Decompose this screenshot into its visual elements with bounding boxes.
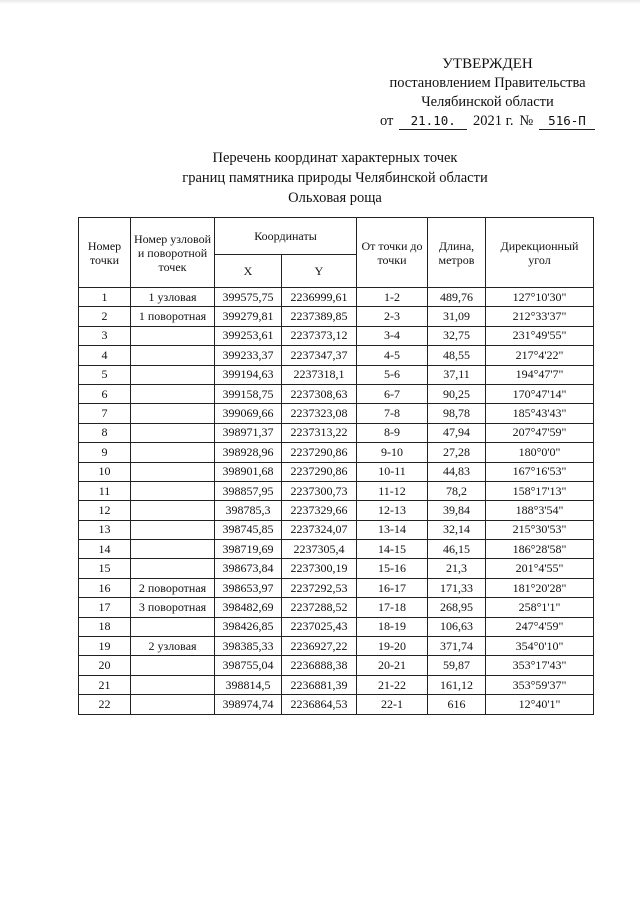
table-row xyxy=(79,695,594,714)
cell-x: 398653,97 xyxy=(215,578,282,597)
cell-node-type xyxy=(131,501,215,520)
cell-point-number: 21 xyxy=(79,675,131,694)
table-row xyxy=(79,365,594,384)
cell-y: 2237308,63 xyxy=(282,384,357,403)
cell-y: 2237324,07 xyxy=(282,520,357,539)
cell-length: 27,28 xyxy=(428,443,486,462)
cell-direction: 185°43'43" xyxy=(486,404,594,423)
cell-y: 2236888,38 xyxy=(282,656,357,675)
cell-length: 371,74 xyxy=(428,637,486,656)
cell-point-number: 10 xyxy=(79,462,131,481)
header-from-to: От точки до точки xyxy=(357,218,428,288)
header-x: X xyxy=(215,255,282,288)
title-line-3: Ольховая роща xyxy=(288,190,382,206)
cell-segment: 12-13 xyxy=(357,501,428,520)
cell-segment: 19-20 xyxy=(357,637,428,656)
cell-node-type xyxy=(131,384,215,403)
cell-y: 2237318,1 xyxy=(282,365,357,384)
cell-y: 2237290,86 xyxy=(282,462,357,481)
table-row xyxy=(79,384,594,403)
cell-segment: 5-6 xyxy=(357,365,428,384)
cell-y: 2236999,61 xyxy=(282,288,357,307)
title-line-1: Перечень координат характерных точек xyxy=(212,150,458,166)
table-row xyxy=(79,462,594,481)
cell-y: 2237288,52 xyxy=(282,598,357,617)
table-row xyxy=(79,540,594,559)
cell-direction: 194°47'7" xyxy=(486,365,594,384)
cell-node-type xyxy=(131,365,215,384)
cell-segment: 14-15 xyxy=(357,540,428,559)
table-row xyxy=(79,559,594,578)
cell-direction: 354°0'10" xyxy=(486,637,594,656)
table-row xyxy=(79,501,594,520)
cell-length: 39,84 xyxy=(428,501,486,520)
cell-node-type xyxy=(131,695,215,714)
cell-y: 2237347,37 xyxy=(282,346,357,365)
cell-point-number: 1 xyxy=(79,288,131,307)
cell-point-number: 3 xyxy=(79,326,131,345)
cell-segment: 11-12 xyxy=(357,481,428,500)
table-row xyxy=(79,598,594,617)
cell-length: 48,55 xyxy=(428,346,486,365)
cell-point-number: 20 xyxy=(79,656,131,675)
cell-node-type: 2 узловая xyxy=(131,637,215,656)
table-row xyxy=(79,520,594,539)
cell-direction: 127°10'30" xyxy=(486,288,594,307)
table-row xyxy=(79,578,594,597)
cell-x: 398385,33 xyxy=(215,637,282,656)
cell-node-type xyxy=(131,443,215,462)
cell-x: 399253,61 xyxy=(215,326,282,345)
cell-y: 2237025,43 xyxy=(282,617,357,636)
document-title xyxy=(100,148,570,208)
cell-point-number: 12 xyxy=(79,501,131,520)
cell-segment: 18-19 xyxy=(357,617,428,636)
cell-length: 78,2 xyxy=(428,481,486,500)
cell-length: 44,83 xyxy=(428,462,486,481)
cell-y: 2237313,22 xyxy=(282,423,357,442)
date-prefix: от xyxy=(380,113,394,129)
header-length: Длина, метров xyxy=(428,218,486,288)
cell-point-number: 13 xyxy=(79,520,131,539)
cell-y: 2236927,22 xyxy=(282,637,357,656)
table-row xyxy=(79,346,594,365)
cell-segment: 8-9 xyxy=(357,423,428,442)
year-text: 2021 г. xyxy=(473,113,514,129)
header-coordinates: Координаты xyxy=(215,218,357,255)
cell-length: 32,75 xyxy=(428,326,486,345)
cell-y: 2236881,39 xyxy=(282,675,357,694)
cell-point-number: 8 xyxy=(79,423,131,442)
cell-direction: 12°40'1" xyxy=(486,695,594,714)
cell-node-type xyxy=(131,404,215,423)
cell-x: 398901,68 xyxy=(215,462,282,481)
cell-x: 398755,04 xyxy=(215,656,282,675)
cell-y: 2237305,4 xyxy=(282,540,357,559)
cell-y: 2237389,85 xyxy=(282,307,357,326)
approval-line-1: постановлением Правительства xyxy=(389,75,586,91)
cell-x: 399233,37 xyxy=(215,346,282,365)
title-line-2: границ памятника природы Челябинской области xyxy=(182,170,488,186)
cell-y: 2237373,12 xyxy=(282,326,357,345)
cell-point-number: 18 xyxy=(79,617,131,636)
cell-segment: 21-22 xyxy=(357,675,428,694)
number-field: 516-П xyxy=(539,113,595,130)
table-row xyxy=(79,675,594,694)
header-node-number: Номер узловой и поворотной точек xyxy=(131,218,215,288)
cell-segment: 17-18 xyxy=(357,598,428,617)
cell-direction: 217°4'22" xyxy=(486,346,594,365)
cell-x: 398971,37 xyxy=(215,423,282,442)
cell-point-number: 15 xyxy=(79,559,131,578)
cell-direction: 231°49'55" xyxy=(486,326,594,345)
cell-y: 2237290,86 xyxy=(282,443,357,462)
cell-point-number: 7 xyxy=(79,404,131,423)
cell-segment: 2-3 xyxy=(357,307,428,326)
cell-point-number: 4 xyxy=(79,346,131,365)
cell-length: 98,78 xyxy=(428,404,486,423)
cell-x: 399194,63 xyxy=(215,365,282,384)
cell-node-type xyxy=(131,423,215,442)
cell-direction: 188°3'54" xyxy=(486,501,594,520)
cell-x: 398719,69 xyxy=(215,540,282,559)
cell-length: 32,14 xyxy=(428,520,486,539)
table-row xyxy=(79,288,594,307)
table-header xyxy=(79,218,594,288)
cell-node-type xyxy=(131,617,215,636)
scan-edge xyxy=(0,0,640,4)
approval-line-2: Челябинской области xyxy=(421,94,554,110)
cell-segment: 22-1 xyxy=(357,695,428,714)
table-row xyxy=(79,423,594,442)
cell-node-type xyxy=(131,326,215,345)
cell-segment: 10-11 xyxy=(357,462,428,481)
cell-x: 398482,69 xyxy=(215,598,282,617)
cell-direction: 215°30'53" xyxy=(486,520,594,539)
cell-y: 2237323,08 xyxy=(282,404,357,423)
cell-length: 37,11 xyxy=(428,365,486,384)
number-prefix: № xyxy=(519,113,534,129)
cell-direction: 201°4'55" xyxy=(486,559,594,578)
cell-x: 398974,74 xyxy=(215,695,282,714)
cell-segment: 9-10 xyxy=(357,443,428,462)
cell-y: 2237329,66 xyxy=(282,501,357,520)
approval-date-row xyxy=(380,112,595,131)
cell-point-number: 11 xyxy=(79,481,131,500)
cell-direction: 353°17'43" xyxy=(486,656,594,675)
cell-direction: 170°47'14" xyxy=(486,384,594,403)
cell-point-number: 6 xyxy=(79,384,131,403)
cell-segment: 6-7 xyxy=(357,384,428,403)
cell-x: 398745,85 xyxy=(215,520,282,539)
header-y: Y xyxy=(282,255,357,288)
cell-direction: 258°1'1" xyxy=(486,598,594,617)
cell-segment: 7-8 xyxy=(357,404,428,423)
cell-node-type xyxy=(131,462,215,481)
cell-segment: 15-16 xyxy=(357,559,428,578)
cell-x: 398426,85 xyxy=(215,617,282,636)
table-row xyxy=(79,481,594,500)
header-point-number: Номер точки xyxy=(79,218,131,288)
cell-node-type: 1 поворотная xyxy=(131,307,215,326)
cell-y: 2236864,53 xyxy=(282,695,357,714)
cell-direction: 167°16'53" xyxy=(486,462,594,481)
cell-direction: 247°4'59" xyxy=(486,617,594,636)
table-row xyxy=(79,404,594,423)
cell-direction: 212°33'37" xyxy=(486,307,594,326)
cell-node-type xyxy=(131,540,215,559)
cell-node-type xyxy=(131,656,215,675)
approval-stamp xyxy=(380,55,595,131)
table-row xyxy=(79,326,594,345)
cell-length: 46,15 xyxy=(428,540,486,559)
cell-node-type xyxy=(131,675,215,694)
cell-segment: 4-5 xyxy=(357,346,428,365)
cell-x: 398814,5 xyxy=(215,675,282,694)
cell-node-type xyxy=(131,559,215,578)
cell-y: 2237292,53 xyxy=(282,578,357,597)
cell-length: 47,94 xyxy=(428,423,486,442)
cell-direction: 207°47'59" xyxy=(486,423,594,442)
cell-length: 59,87 xyxy=(428,656,486,675)
date-field: 21.10. xyxy=(399,113,467,130)
cell-length: 31,09 xyxy=(428,307,486,326)
cell-point-number: 17 xyxy=(79,598,131,617)
cell-point-number: 22 xyxy=(79,695,131,714)
cell-length: 171,33 xyxy=(428,578,486,597)
cell-direction: 353°59'37" xyxy=(486,675,594,694)
header-direction: Дирекционный угол xyxy=(486,218,594,288)
cell-node-type xyxy=(131,481,215,500)
cell-segment: 13-14 xyxy=(357,520,428,539)
cell-x: 399069,66 xyxy=(215,404,282,423)
cell-node-type: 3 поворотная xyxy=(131,598,215,617)
cell-segment: 1-2 xyxy=(357,288,428,307)
table-row xyxy=(79,637,594,656)
cell-y: 2237300,19 xyxy=(282,559,357,578)
cell-x: 399575,75 xyxy=(215,288,282,307)
cell-segment: 3-4 xyxy=(357,326,428,345)
cell-length: 616 xyxy=(428,695,486,714)
cell-direction: 158°17'13" xyxy=(486,481,594,500)
table-row xyxy=(79,307,594,326)
cell-point-number: 19 xyxy=(79,637,131,656)
cell-point-number: 5 xyxy=(79,365,131,384)
cell-direction: 181°20'28" xyxy=(486,578,594,597)
cell-length: 90,25 xyxy=(428,384,486,403)
cell-segment: 16-17 xyxy=(357,578,428,597)
cell-point-number: 2 xyxy=(79,307,131,326)
cell-point-number: 9 xyxy=(79,443,131,462)
approval-title: УТВЕРЖДЕН xyxy=(442,56,533,72)
cell-x: 398785,3 xyxy=(215,501,282,520)
cell-segment: 20-21 xyxy=(357,656,428,675)
table-body xyxy=(79,288,594,715)
cell-x: 399158,75 xyxy=(215,384,282,403)
cell-x: 398673,84 xyxy=(215,559,282,578)
cell-point-number: 14 xyxy=(79,540,131,559)
cell-point-number: 16 xyxy=(79,578,131,597)
cell-y: 2237300,73 xyxy=(282,481,357,500)
cell-node-type xyxy=(131,346,215,365)
table-row xyxy=(79,656,594,675)
coordinates-table xyxy=(78,217,594,715)
cell-length: 106,63 xyxy=(428,617,486,636)
cell-direction: 180°0'0" xyxy=(486,443,594,462)
cell-node-type: 1 узловая xyxy=(131,288,215,307)
cell-node-type xyxy=(131,520,215,539)
cell-x: 399279,81 xyxy=(215,307,282,326)
cell-node-type: 2 поворотная xyxy=(131,578,215,597)
cell-length: 489,76 xyxy=(428,288,486,307)
cell-x: 398857,95 xyxy=(215,481,282,500)
cell-length: 21,3 xyxy=(428,559,486,578)
cell-x: 398928,96 xyxy=(215,443,282,462)
cell-length: 268,95 xyxy=(428,598,486,617)
cell-length: 161,12 xyxy=(428,675,486,694)
table-row xyxy=(79,443,594,462)
table-row xyxy=(79,617,594,636)
cell-direction: 186°28'58" xyxy=(486,540,594,559)
